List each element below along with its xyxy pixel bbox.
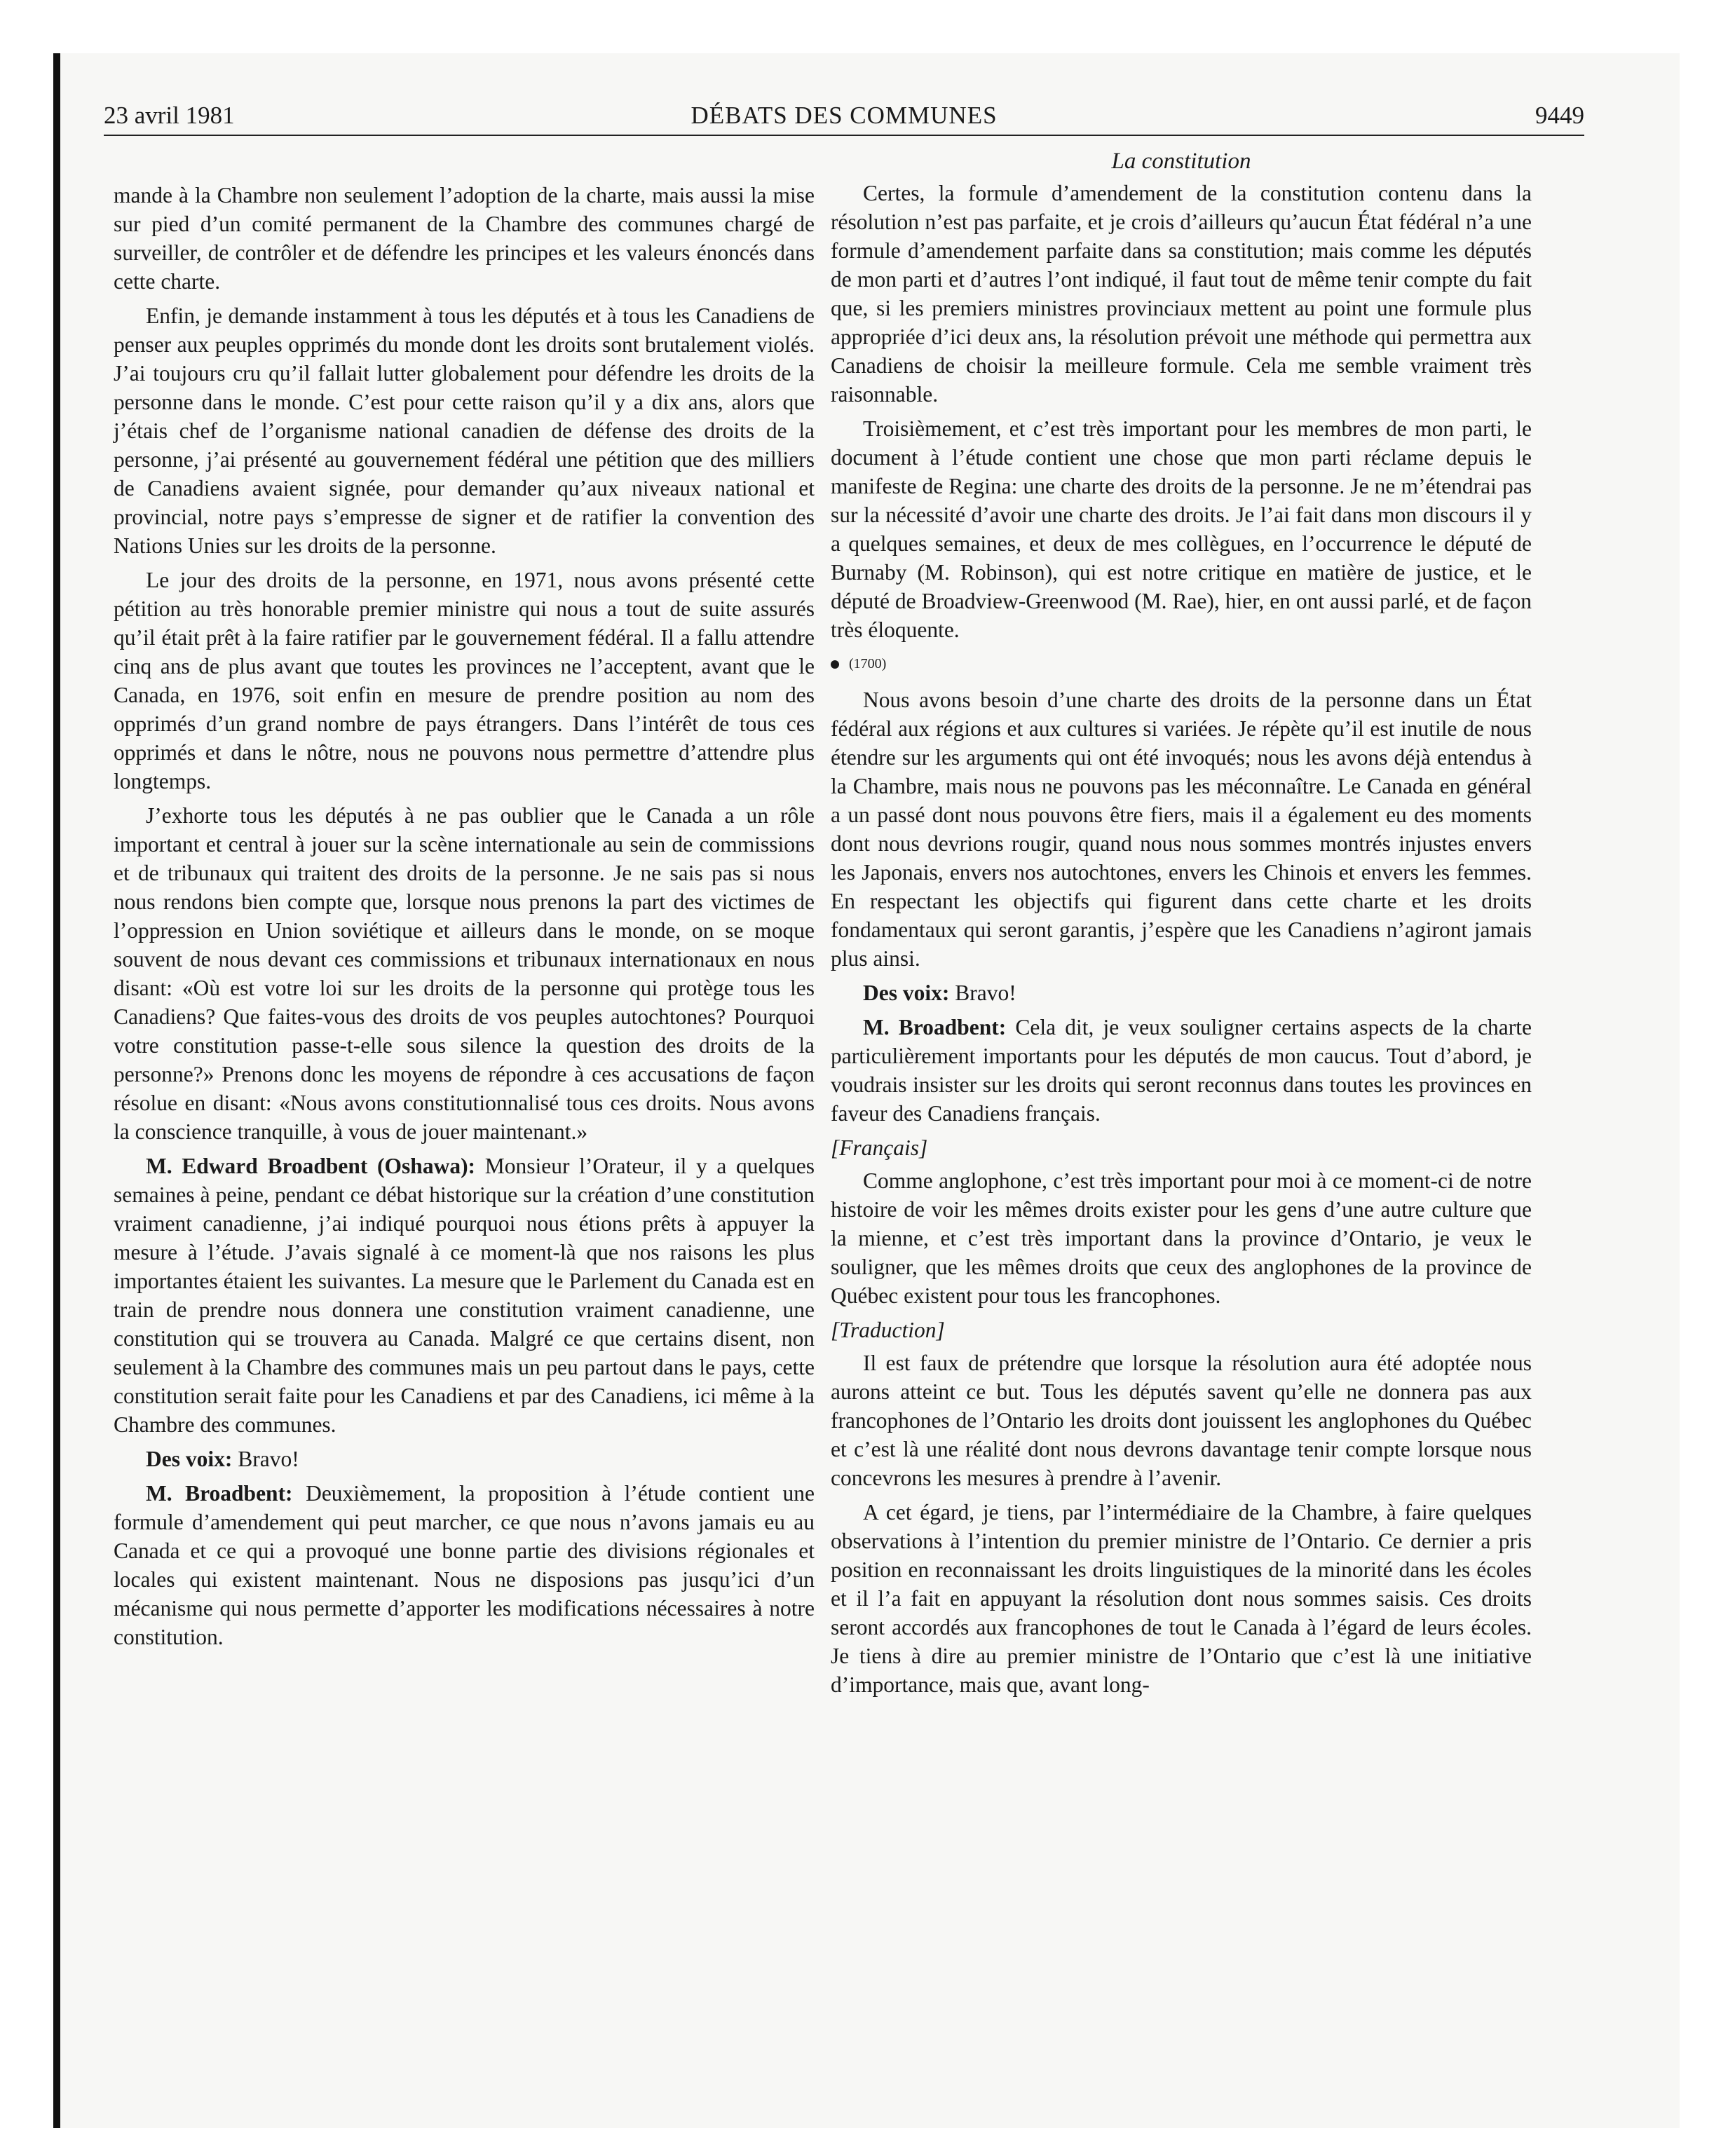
- speech-text: Bravo!: [949, 981, 1016, 1005]
- paragraph: Le jour des droits de la personne, en 1971, nous avons présenté cette pétition au très honorable premier ministre qui nous a tout de suite assurés qu’il était prêt à la faire ratifier par le gouvernement fédéral. Il a fallu attendre cinq ans de plus avant que toutes les provinces ne l’acceptent, avant que le Canada, en 1976, soit enfin en mesure de prendre position au nom des opprimés d’un grand nombre de pays étrangers. Dans l’intérêt de tous ces opprimés et dans le nôtre, nous ne pouvons nous permettre d’attendre plus longtemps.: [114, 568, 815, 793]
- speech-text: Deuxièmement, la proposition à l’étude contient une formule d’amendement qui peut marcher, ce que nous n’avons jamais eu au Canada et ce qui a provoqué une bonne partie des divisions régionales et locales qui existent maintenant. Nous ne disposions pas jusqu’ici d’un mécanisme qui nous permette d’apporter les modifications nécessaires à notre constitution.: [114, 1481, 815, 1649]
- paragraph: Enfin, je demande instamment à tous les députés et à tous les Canadiens de penser aux peuples opprimés du monde dont les droits sont brutalement violés. J’ai toujours cru qu’il fallait lutter globalement pour défendre les droits de la personne dans le monde. C’est pour cette raison qu’il y a dix ans, alors que j’étais chef de l’organisme national canadien de défense des droits de la personne, j’ai présenté au gouvernement fédéral une pétition que des milliers de Canadiens avaient signée, pour demander qu’aux niveaux national et provincial, notre pays s’empresse de signer et de ratifier la convention des Nations Unies sur les droits de la personne.: [114, 303, 815, 558]
- page-header: [104, 98, 1584, 133]
- speech-paragraph: [831, 978, 1532, 1007]
- bullet-icon: [831, 660, 839, 669]
- speech-paragraph: [114, 1479, 815, 1651]
- speech-paragraph: [114, 1152, 815, 1439]
- speech-paragraph: [114, 1445, 815, 1473]
- paragraph: Certes, la formule d’amendement de la constitution contenu dans la résolution n’est pas parfaite, et je crois d’ailleurs qu’aucun État fédéral n’a une formule d’amendement parfaite dans sa constitution; mais comme les députés de mon parti et d’autres l’ont indiqué, il faut tout de même tenir compte du fait que, si les premiers ministres provinciaux mettent au point une formule plus appropriée d’ici deux ans, la résolution prévoit une méthode qui permettra aux Canadiens de choisir la meilleure formule. Cela me semble vraiment très raisonnable.: [831, 181, 1532, 407]
- paragraph: mande à la Chambre non seulement l’adoption de la charte, mais aussi la mise sur pied d’un comité permanent de la Chambre des communes chargé de surveiller, de contrôler et de défendre les principes et les valeurs énoncés dans cette charte.: [114, 183, 815, 294]
- paragraph: Nous avons besoin d’une charte des droits de la personne dans un État fédéral aux régions et aux cultures si variées. Je répète qu’il est inutile de nous étendre sur les arguments qui ont été invoqués; nous les avons déjà entendus à la Chambre, mais nous ne pouvons pas les méconnaître. Le Canada en général a un passé dont nous pouvons être fiers, mais il a également eu des moments dont nous devrions rougir, quand nous nous sommes montrés injustes envers les Japonais, envers nos autochtones, envers les Chinois et envers les femmes. En respectant les objectifs qui figurent dans cette charte et les droits fondamentaux qui seront garantis, j’espère que les Canadiens n’agiront jamais plus ainsi.: [831, 688, 1532, 971]
- language-marker: [Traduction]: [831, 1318, 945, 1342]
- speaker-name: M. Broadbent:: [146, 1481, 293, 1506]
- speaker-name: M. Broadbent:: [863, 1015, 1007, 1039]
- time-marker: [831, 650, 1532, 678]
- header-date: 23 avril 1981: [104, 102, 235, 129]
- time-tag: (1700): [849, 656, 887, 671]
- paragraph: J’exhorte tous les députés à ne pas oublier que le Canada a un rôle important et central à jouer sur la scène internationale au sein de commissions et de tribunaux qui traitent des droits de la personne. Je ne sais pas si nous nous rendons bien compte que, lorsque nous prenons la part des victimes de l’oppression en Union soviétique et ailleurs dans le monde, on se moque souvent de nous devant ces commissions et tribunaux internationaux en nous disant: «Où est votre loi sur les droits de la personne qui protège tous les Canadiens? Que faites-vous des droits de vos peuples autochtones? Pourquoi votre constitution passe-t-elle sous silence la question des droits de la personne?» Prenons donc les moyens de répondre à ces accusations de façon résolue en disant: «Nous avons constitutionnalisé tous ces droits. Nous avons la conscience tranquille, à vous de jouer maintenant.»: [114, 803, 815, 1144]
- speaker-name: Des voix:: [146, 1447, 233, 1471]
- speaker-name: M. Edward Broadbent (Oshawa):: [146, 1154, 476, 1178]
- speech-text: Bravo!: [232, 1447, 299, 1471]
- running-title: La constitution: [1111, 149, 1251, 174]
- header-title: DÉBATS DES COMMUNES: [690, 102, 998, 129]
- header-rule: [104, 135, 1584, 136]
- scan-edge-shadow: [53, 53, 60, 2128]
- language-marker: [Français]: [831, 1135, 928, 1160]
- paragraph: Comme anglophone, c’est très important pour moi à ce moment-ci de notre histoire de voir les mêmes droits exister pour les gens d’une autre culture que la mienne, et c’est très important dans la province d’Ontario, je veux le souligner, que les mêmes droits que ceux des anglophones de la province de Québec existent pour tous les francophones.: [831, 1168, 1532, 1308]
- speech-text: Cela dit, je veux souligner certains aspects de la charte particulièrement importants pour les députés de mon caucus. Tout d’abord, je voudrais insister sur les droits qui seront reconnus dans toutes les provinces en faveur des Canadiens français.: [831, 1015, 1532, 1126]
- paragraph: Il est faux de prétendre que lorsque la résolution aura été adoptée nous aurons atteint ce but. Tous les députés savent qu’elle ne donnera pas aux francophones de l’Ontario les droits dont jouissent les anglophones du Québec et c’est là une réalité dont nous devrons davantage tenir compte lorsque nous concevrons les mesures à prendre à l’avenir.: [831, 1351, 1532, 1490]
- right-column: [831, 147, 1532, 1705]
- paragraph: A cet égard, je tiens, par l’intermédiaire de la Chambre, à faire quelques observations à l’intention du premier ministre de l’Ontario. Ce dernier a pris position en reconnaissant les droits linguistiques de la minorité dans les écoles et il l’a fait en appuyant la résolution dont nous sommes saisis. Ces droits seront accordés aux francophones de tout le Canada à l’égard de leurs écoles. Je tiens à dire au premier ministre de l’Ontario que c’est là une initiative d’importance, mais que, avant long-: [831, 1500, 1532, 1697]
- paragraph: Troisièmement, et c’est très important pour les membres de mon parti, le document à l’étude contient une chose que mon parti réclame depuis le manifeste de Regina: une charte des droits de la personne. Je ne m’étendrai pas sur la nécessité d’avoir une charte des droits. Je l’ai fait dans mon discours il y a quelques semaines, et deux de mes collègues, en l’occurrence le député de Burnaby (M. Robinson), qui est notre critique en matière de justice, et le député de Broadview-Greenwood (M. Rae), hier, en ont aussi parlé, et de façon très éloquente.: [831, 416, 1532, 642]
- speech-text: Monsieur l’Orateur, il y a quelques semaines à peine, pendant ce débat historique sur la création d’une constitution vraiment canadienne, j’ai indiqué pourquoi nous étions prêts à appuyer la mesure à l’étude. J’avais signalé à ce moment-là que nos raisons les plus importantes étaient les suivantes. La mesure que le Parlement du Canada est en train de prendre nous donnera une constitution vraiment canadienne, une constitution qui se trouvera au Canada. Malgré ce que certains disent, non seulement à la Chambre des communes mais un peu partout dans le pays, cette constitution serait faite pour les Canadiens et par des Canadiens, ici même à la Chambre des communes.: [114, 1154, 815, 1437]
- speaker-name: Des voix:: [863, 981, 950, 1005]
- left-column: [114, 181, 815, 1657]
- header-page-number: 9449: [1535, 102, 1584, 129]
- speech-paragraph: [831, 1013, 1532, 1128]
